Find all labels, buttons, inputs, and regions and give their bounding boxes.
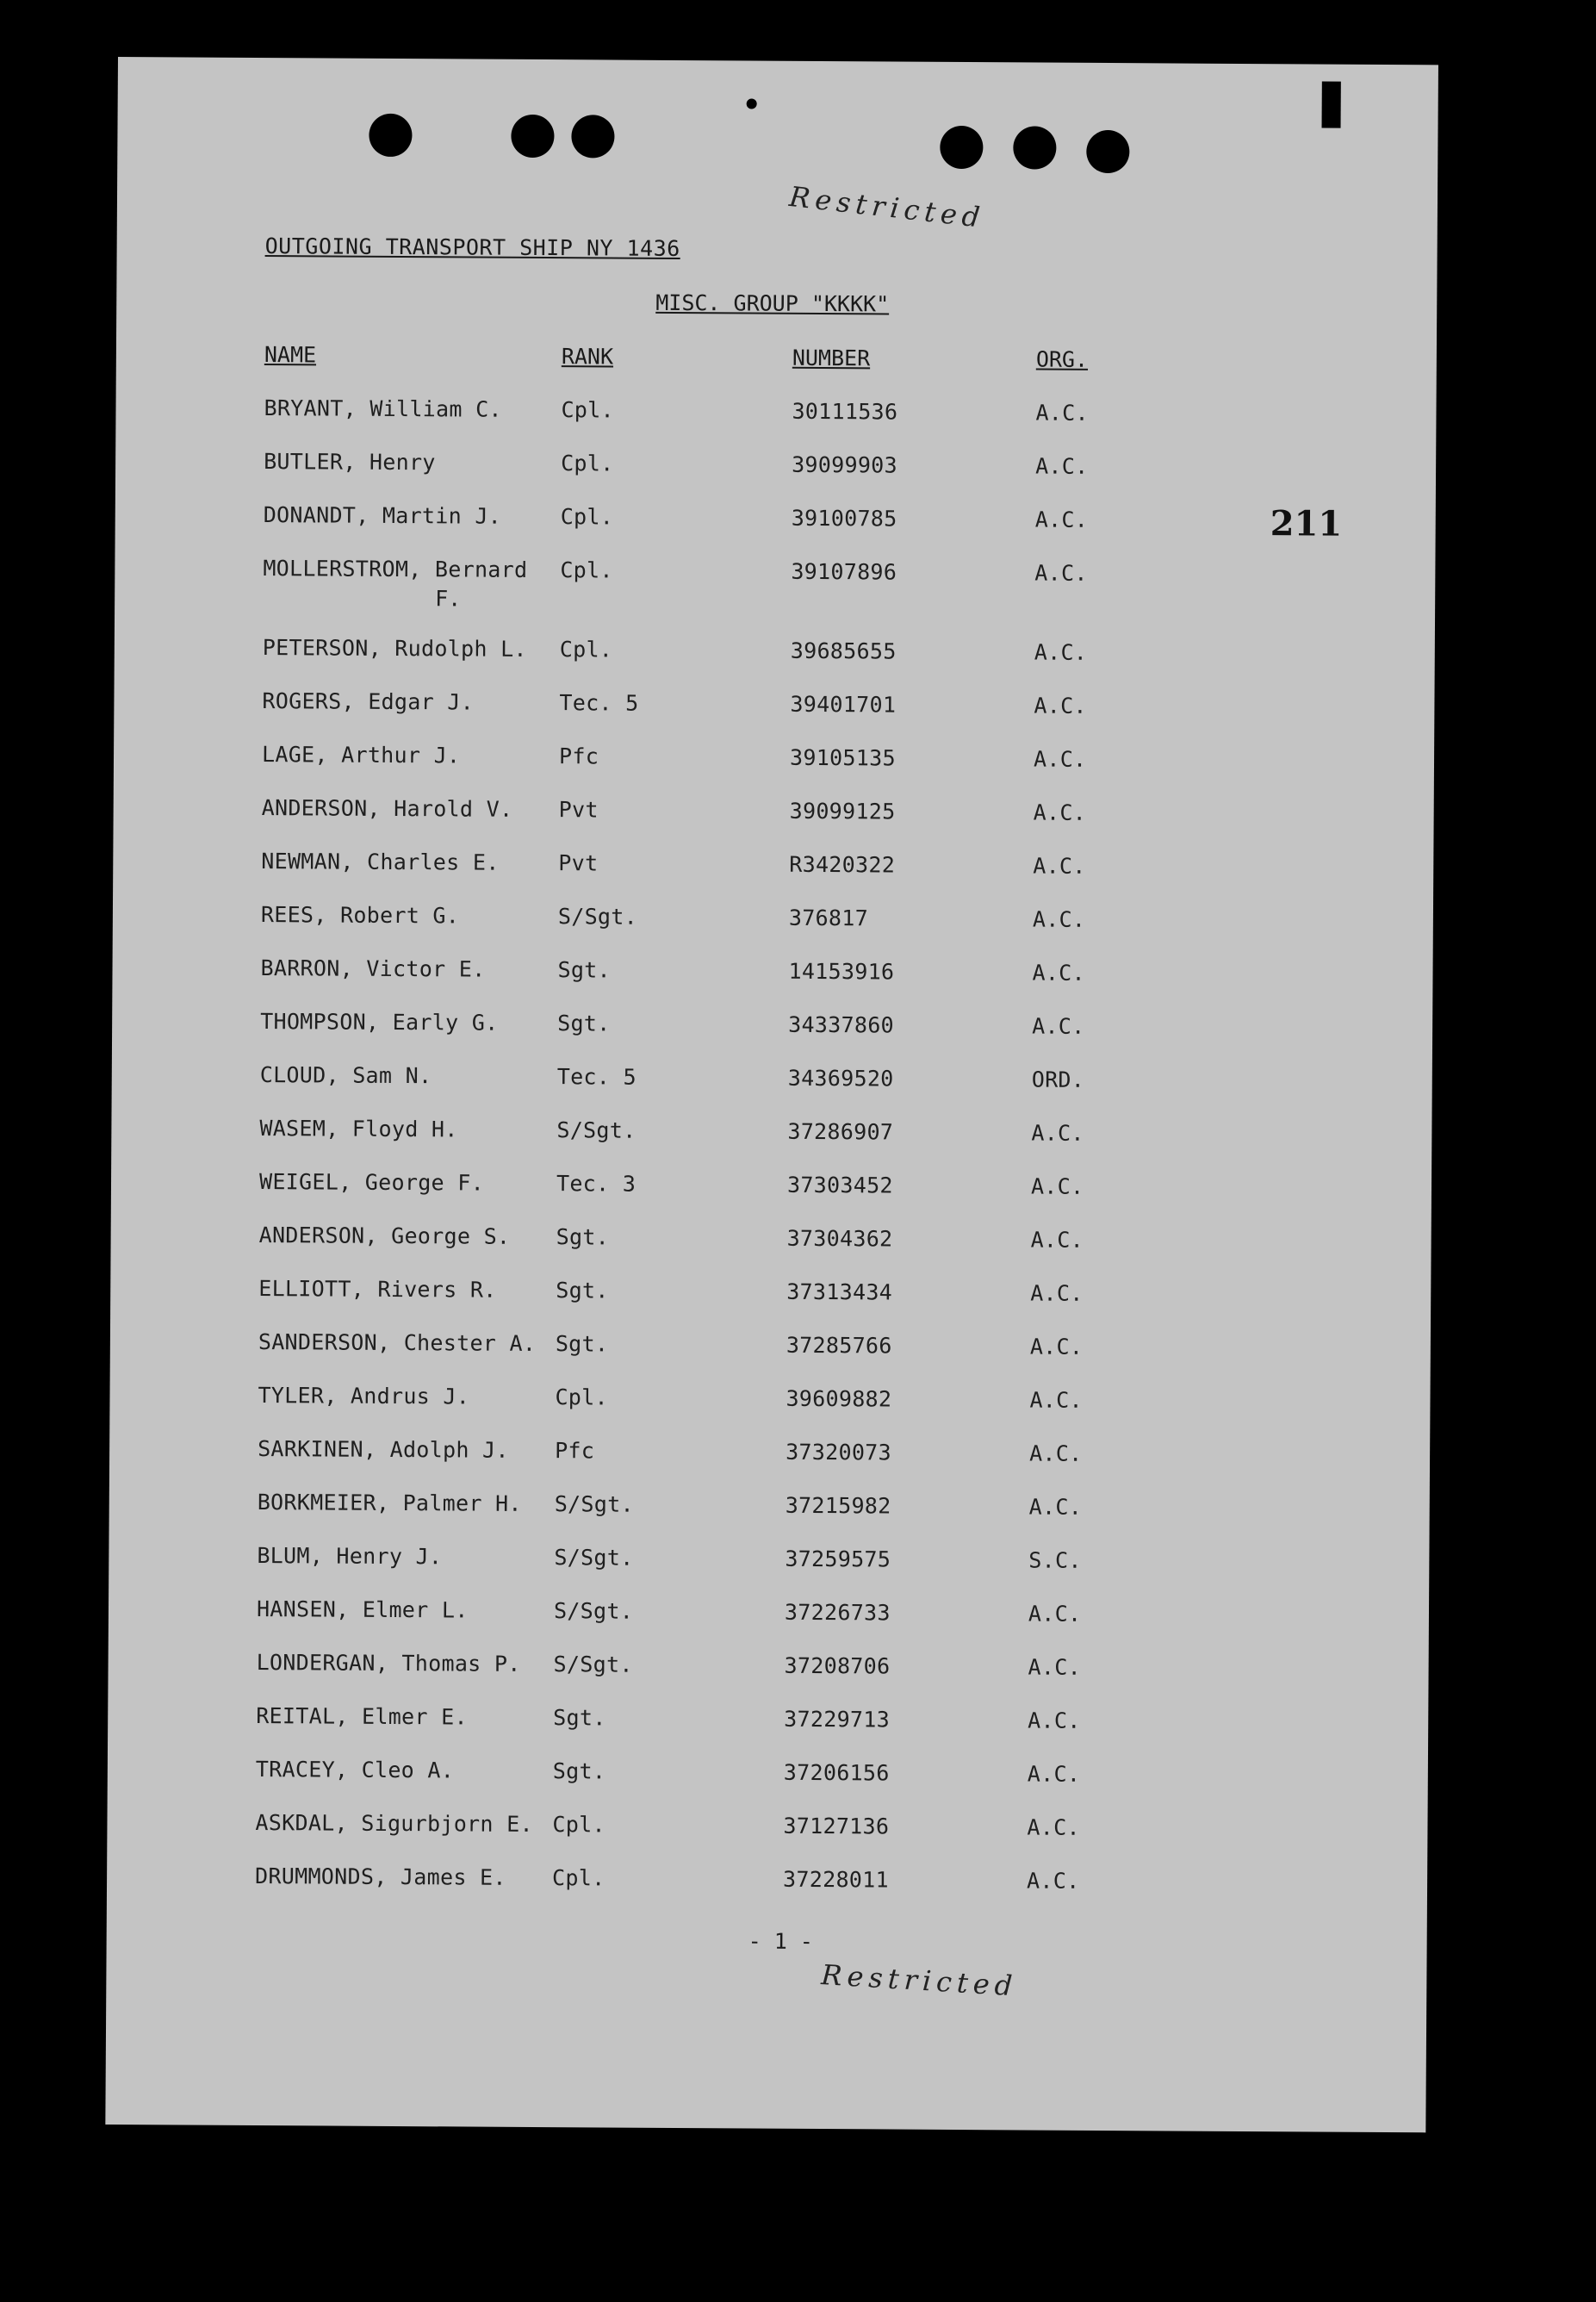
- rank-cell: Cpl.: [559, 637, 613, 663]
- rank-cell: Tec. 5: [556, 1064, 637, 1090]
- org-cell: A.C.: [1034, 507, 1089, 532]
- rank-cell: Pfc: [558, 743, 599, 769]
- column-header-name: NAME: [264, 342, 317, 368]
- table-row: [115, 395, 1436, 437]
- number-cell: 37127136: [783, 1813, 890, 1839]
- number-cell: 37285766: [786, 1332, 892, 1359]
- number-cell: 37229713: [784, 1706, 891, 1733]
- number-cell: 37320073: [786, 1439, 892, 1465]
- name-cell: BLUM, Henry J.: [257, 1543, 443, 1570]
- rank-cell: Cpl.: [561, 451, 614, 476]
- number-cell: 34337860: [788, 1011, 895, 1038]
- rank-cell: Tec. 3: [556, 1171, 637, 1197]
- rank-cell: Cpl.: [555, 1384, 609, 1410]
- org-cell: A.C.: [1029, 1440, 1083, 1466]
- org-cell: A.C.: [1032, 1013, 1085, 1039]
- org-cell: A.C.: [1028, 1494, 1083, 1520]
- org-cell: A.C.: [1035, 453, 1089, 479]
- number-cell: 39099903: [792, 451, 898, 478]
- group-heading: MISC. GROUP "KKKK": [655, 289, 890, 317]
- rank-cell: Cpl.: [560, 504, 614, 530]
- number-cell: 37228011: [783, 1866, 889, 1893]
- table-row: [107, 1809, 1427, 1851]
- table-row: [111, 1115, 1431, 1157]
- name-cell: SANDERSON, Chester A.: [258, 1329, 537, 1356]
- org-cell: A.C.: [1030, 1227, 1084, 1253]
- name-cell: BORKMEIER, Palmer H.: [257, 1490, 522, 1516]
- org-cell: A.C.: [1030, 1280, 1084, 1306]
- table-row: [111, 1168, 1431, 1210]
- column-header-rank: RANK: [561, 344, 614, 370]
- punch-hole: [1086, 130, 1129, 173]
- number-cell: 34369520: [787, 1065, 894, 1092]
- name-cell: CLOUD, Sam N.: [259, 1062, 432, 1089]
- name-cell: ROGERS, Edgar J.: [262, 688, 475, 715]
- name-cell: HANSEN, Elmer L.: [256, 1596, 469, 1623]
- name-cell: LONDERGAN, Thomas P.: [256, 1650, 521, 1677]
- number-cell: 376817: [788, 905, 869, 931]
- name-cell: NEWMAN, Charles E.: [261, 849, 500, 875]
- number-cell: 39685655: [790, 638, 897, 664]
- document-page: [105, 57, 1438, 2132]
- name-cell: WEIGEL, George F.: [258, 1169, 485, 1196]
- name-cell: ANDERSON, Harold V.: [261, 795, 513, 822]
- rank-cell: Cpl.: [552, 1812, 605, 1838]
- number-cell: 37304362: [786, 1225, 893, 1252]
- org-cell: A.C.: [1033, 746, 1087, 772]
- table-row: [108, 1649, 1428, 1691]
- org-cell: A.C.: [1028, 1654, 1082, 1680]
- column-header-number: NUMBER: [792, 345, 871, 371]
- table-row: [115, 448, 1436, 490]
- page-footer-number: - 1 -: [748, 1928, 814, 1954]
- punch-hole: [940, 126, 983, 169]
- number-cell: R3420322: [789, 851, 896, 878]
- table-row: [115, 501, 1436, 544]
- table-row: [113, 848, 1433, 890]
- org-cell: A.C.: [1031, 1120, 1084, 1146]
- rank-cell: S/Sgt.: [554, 1545, 634, 1571]
- number-cell: 37286907: [787, 1118, 894, 1145]
- number-cell: 37226733: [784, 1599, 891, 1626]
- table-row: [114, 741, 1434, 783]
- number-cell: 39107896: [791, 558, 897, 585]
- punch-hole: [511, 115, 554, 158]
- table-row: [113, 901, 1433, 943]
- rank-cell: Sgt.: [555, 1331, 609, 1357]
- number-cell: 37206156: [783, 1759, 890, 1786]
- rank-cell: Sgt.: [557, 957, 612, 983]
- rank-cell: Cpl.: [560, 557, 613, 583]
- rank-cell: Cpl.: [552, 1865, 605, 1891]
- name-cell: SARKINEN, Adolph J.: [258, 1436, 509, 1463]
- table-row: [112, 955, 1432, 997]
- rank-cell: S/Sgt.: [553, 1598, 634, 1624]
- org-cell: A.C.: [1028, 1601, 1082, 1627]
- rank-cell: Sgt.: [557, 1011, 611, 1036]
- tape-mark: [1322, 82, 1341, 128]
- number-cell: 39099125: [789, 798, 896, 824]
- org-cell: A.C.: [1033, 799, 1087, 825]
- rank-cell: S/Sgt.: [556, 1117, 637, 1143]
- punch-hole: [571, 115, 614, 158]
- handwritten-restricted-bottom: Restricted: [820, 1958, 1019, 2003]
- table-row: [115, 634, 1435, 676]
- number-cell: 39609882: [786, 1385, 892, 1412]
- org-cell: A.C.: [1027, 1761, 1081, 1787]
- table-row: [114, 794, 1434, 837]
- name-cell: ASKDAL, Sigurbjorn E.: [255, 1810, 533, 1837]
- table-row: [109, 1435, 1430, 1478]
- punch-hole: [1013, 126, 1056, 169]
- name-cell: TRACEY, Cleo A.: [255, 1757, 455, 1783]
- name-cell: DRUMMONDS, James E.: [255, 1863, 506, 1890]
- number-cell: 37215982: [785, 1492, 891, 1519]
- number-cell: 37303452: [786, 1172, 893, 1198]
- number-cell: 37313434: [786, 1279, 893, 1305]
- name-cell-continuation: F.: [435, 586, 462, 612]
- name-cell: LAGE, Arthur J.: [261, 742, 461, 768]
- column-header-org: ORG.: [1035, 346, 1089, 372]
- number-cell: 37259575: [785, 1546, 891, 1572]
- name-cell: TYLER, Andrus J.: [258, 1383, 470, 1409]
- name-cell: BUTLER, Henry: [264, 449, 436, 476]
- rank-cell: Tec. 5: [559, 690, 639, 716]
- org-cell: A.C.: [1035, 400, 1089, 426]
- name-cell: BARRON, Victor E.: [260, 955, 486, 982]
- table-row: [110, 1222, 1431, 1264]
- table-row: [112, 1061, 1432, 1104]
- org-cell: A.C.: [1029, 1334, 1084, 1359]
- table-row: [114, 687, 1434, 730]
- table-row: [108, 1702, 1428, 1745]
- org-cell: A.C.: [1032, 906, 1086, 932]
- org-cell: A.C.: [1034, 560, 1088, 586]
- rank-cell: Pvt: [558, 797, 599, 823]
- rank-cell: Sgt.: [553, 1705, 606, 1731]
- name-cell: BRYANT, William C.: [264, 395, 502, 422]
- name-cell: PETERSON, Rudolph L.: [262, 635, 527, 662]
- org-cell: A.C.: [1027, 1814, 1080, 1840]
- table-row: [107, 1863, 1427, 1905]
- table-row: [109, 1382, 1430, 1424]
- table-row: [115, 555, 1435, 612]
- table-row: [109, 1489, 1430, 1531]
- number-cell: 14153916: [788, 958, 895, 985]
- ink-speck: [747, 98, 757, 109]
- rank-cell: S/Sgt.: [557, 904, 638, 930]
- name-cell: MOLLERSTROM, Bernard: [263, 556, 528, 582]
- name-cell: THOMPSON, Early G.: [260, 1009, 499, 1036]
- name-cell: ANDERSON, George S.: [258, 1223, 511, 1249]
- table-row: [110, 1275, 1431, 1317]
- table-row: [112, 1008, 1432, 1050]
- rank-cell: S/Sgt.: [553, 1652, 633, 1677]
- org-cell: A.C.: [1026, 1868, 1080, 1894]
- table-row: [110, 1328, 1431, 1371]
- org-cell: A.C.: [1028, 1708, 1081, 1733]
- org-cell: ORD.: [1031, 1067, 1085, 1092]
- rank-cell: Sgt.: [556, 1278, 609, 1303]
- rank-cell: Sgt.: [556, 1224, 610, 1250]
- table-row: [108, 1756, 1428, 1798]
- table-row: [109, 1542, 1429, 1584]
- rank-cell: Sgt.: [552, 1758, 606, 1784]
- org-cell: A.C.: [1029, 1387, 1083, 1413]
- org-cell: A.C.: [1034, 639, 1088, 665]
- number-cell: 37208706: [784, 1652, 891, 1679]
- name-cell: DONANDT, Martin J.: [263, 502, 502, 529]
- rank-cell: Pfc: [555, 1438, 595, 1464]
- document-title: OUTGOING TRANSPORT SHIP NY 1436: [264, 233, 680, 261]
- name-cell: REES, Robert G.: [260, 902, 460, 929]
- name-cell: WASEM, Floyd H.: [259, 1116, 458, 1142]
- org-cell: A.C.: [1034, 693, 1087, 719]
- org-cell: S.C.: [1028, 1547, 1082, 1573]
- rank-cell: S/Sgt.: [554, 1491, 634, 1517]
- rank-cell: Pvt: [558, 850, 599, 876]
- name-cell: ELLIOTT, Rivers R.: [258, 1276, 497, 1303]
- org-cell: A.C.: [1033, 853, 1086, 879]
- number-cell: 39105135: [789, 744, 896, 771]
- table-row: [109, 1596, 1429, 1638]
- rank-cell: Cpl.: [561, 397, 615, 423]
- number-cell: 39401701: [790, 691, 897, 718]
- number-cell: 39100785: [791, 505, 897, 532]
- punch-hole: [369, 114, 412, 157]
- org-cell: A.C.: [1030, 1173, 1084, 1199]
- handwritten-restricted-top: Restricted: [787, 179, 987, 234]
- stamped-page-number: 211: [1270, 503, 1343, 544]
- number-cell: 30111536: [792, 398, 898, 425]
- org-cell: A.C.: [1032, 960, 1086, 986]
- name-cell: REITAL, Elmer E.: [256, 1703, 468, 1730]
